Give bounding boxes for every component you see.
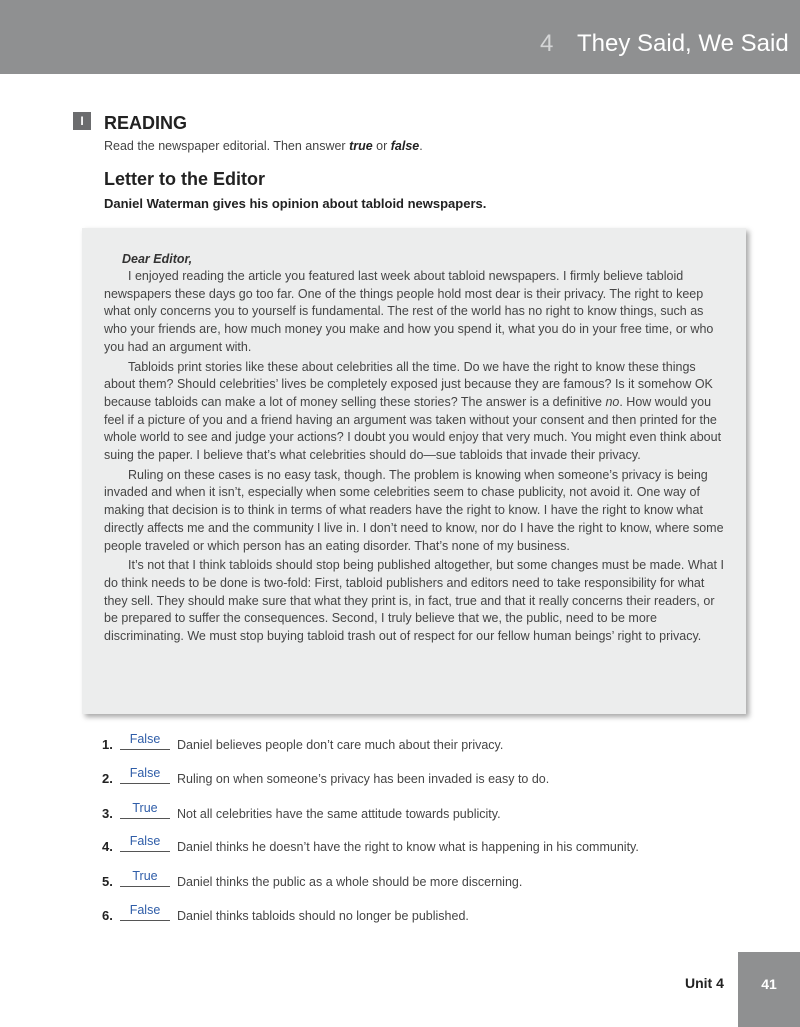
question-text: Daniel thinks he doesn’t have the right to know what is happening in his community. <box>177 840 639 854</box>
instructions-false: false <box>390 139 420 153</box>
question-item <box>100 868 740 892</box>
question-item <box>100 765 740 789</box>
instructions <box>104 137 423 155</box>
question-item <box>100 731 740 755</box>
question-number: 2. <box>102 771 113 786</box>
question-text: Daniel believes people don’t care much about their privacy. <box>177 738 504 752</box>
unit-number: 4 <box>540 30 554 57</box>
question-number: 6. <box>102 908 113 923</box>
letter-heading: Letter to the Editor <box>104 169 265 189</box>
answer-field[interactable]: False <box>120 833 170 852</box>
p2-after: . How would you feel if a picture of you and a friend having an argument was taken without your consent and then printed for the whole world to see and judge your actions? I doubt you would enjoy that very much. You might even think about suing the paper. I believe that’s what celebrities should do—sue tabloids that invade their privacy. <box>104 394 722 463</box>
letter-subheading: Daniel Waterman gives his opinion about tabloid newspapers. <box>104 196 487 211</box>
instructions-true: true <box>349 139 373 153</box>
question-text: Daniel thinks tabloids should no longer be published. <box>177 909 469 923</box>
answer-field[interactable]: False <box>120 765 170 784</box>
section-badge: I <box>73 112 91 130</box>
p2-emphasis: no <box>605 394 620 409</box>
page-number: 41 <box>761 976 777 992</box>
question-item <box>100 833 740 857</box>
letter-paragraph-4: It’s not that I think tabloids should stop being published altogether, but some changes must be made. What I do think needs to be done is two-fold: First, tabloid publishers and editors need to take responsibility for what they sell. They should make sure that what they print is, in fact, true and that it really concerns their readers, or be prepared to suffer the consequences. Second, I truly believe that we, the public, need to be more discriminating. We must stop buying tabloid trash out of respect for our fellow human beings’ right to privacy. <box>104 558 724 644</box>
question-number: 5. <box>102 874 113 889</box>
footer-unit-label: Unit 4 <box>685 975 724 991</box>
question-item <box>100 800 740 824</box>
unit-header-bar <box>0 0 800 74</box>
instructions-or: or <box>372 139 391 153</box>
instructions-end: . <box>419 139 423 153</box>
section-title: READING <box>104 113 188 133</box>
question-text: Not all celebrities have the same attitude towards publicity. <box>177 807 501 821</box>
answer-field[interactable]: True <box>120 868 170 887</box>
unit-title: They Said, We Said <box>577 30 789 57</box>
page-number-box <box>738 952 800 1027</box>
question-number: 3. <box>102 806 113 821</box>
answer-field[interactable]: True <box>120 800 170 819</box>
letter-paragraph-3: Ruling on these cases is no easy task, though. The problem is knowing when someone’s privacy is being invaded and when it isn’t, especially when some celebrities seem to chase publicity, not avoid it. One way of making that decision is to think in terms of what readers have the right to know. I have the right to know what directly affects me and the community I live in. I don’t need to know, nor do I have the right to know, where some people traveled or which person has an eating disorder. That’s none of my business. <box>104 467 724 553</box>
question-number: 1. <box>102 737 113 752</box>
question-text: Ruling on when someone’s privacy has been invaded is easy to do. <box>177 772 550 786</box>
question-item <box>100 902 740 926</box>
letter-box <box>82 228 746 714</box>
answer-field[interactable]: False <box>120 731 170 750</box>
question-text: Daniel thinks the public as a whole should be more discerning. <box>177 875 523 889</box>
p2-before: Tabloids print stories like these about celebrities all the time. Do we have the right to know these things about them? Should celebrities’ lives be completely exposed just because they are famous? Is it somehow OK because tabloids can make a lot of money selling these stories? The answer is a definitive <box>104 359 713 409</box>
letter-paragraph-1: I enjoyed reading the article you featured last week about tabloid newspapers. I firmly believe tabloid newspapers these days go too far. One of the things people hold most dear is their privacy. The right to keep what only concerns you to yourself is fundamental. The rest of the world has no right to know things, such as who your friends are, how much money you make and how you spend it, what you do in your free time, or who you had an argument with. <box>104 269 714 354</box>
question-number: 4. <box>102 839 113 854</box>
letter-paragraph-2 <box>104 359 726 465</box>
answer-field[interactable]: False <box>120 902 170 921</box>
instructions-prefix: Read the newspaper editorial. Then answer <box>104 139 350 153</box>
letter-greeting: Dear Editor, <box>122 252 193 266</box>
